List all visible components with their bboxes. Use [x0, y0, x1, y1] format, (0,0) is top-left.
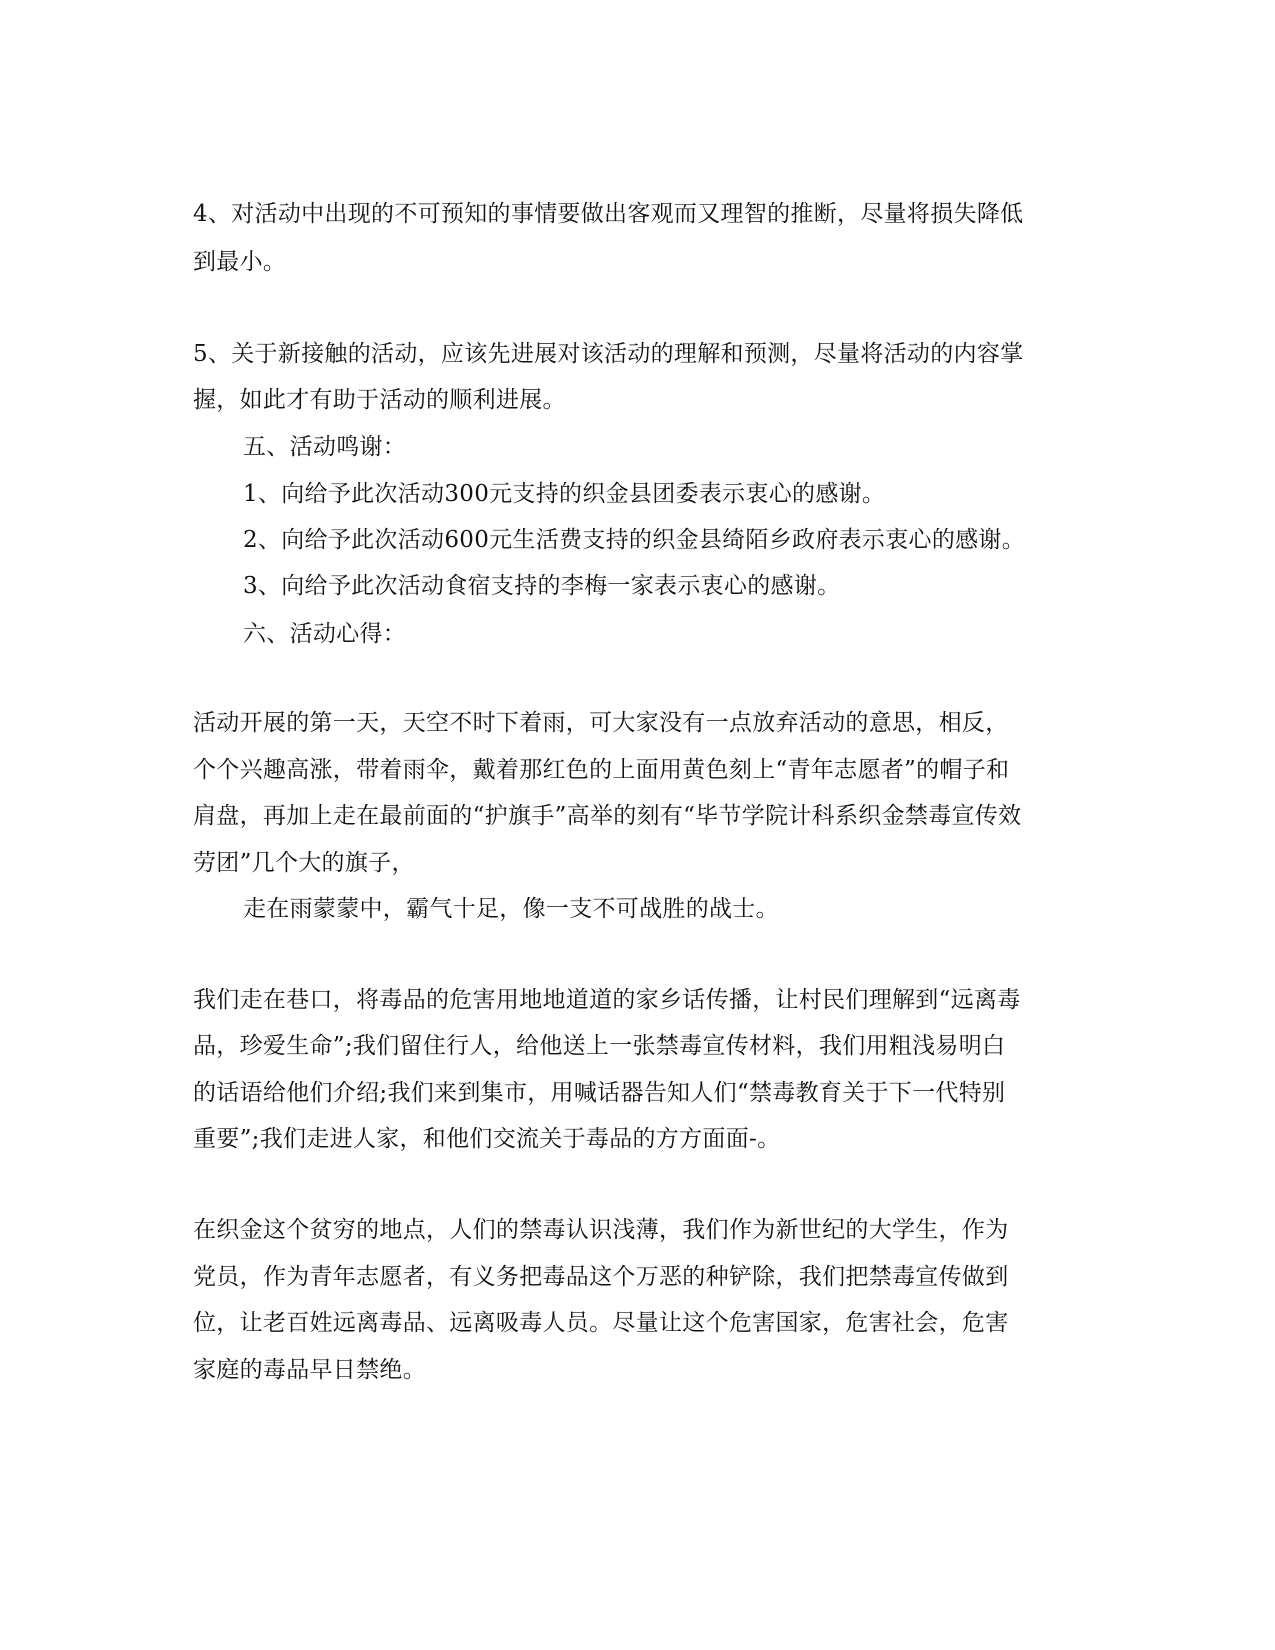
para-4-line-3: 位，让老百姓远离毒品、远离吸毒人员。尽量让这个危害国家，危害社会，危害 — [193, 1310, 1009, 1336]
para-3-line-1: 我们走在巷口，将毒品的危害用地地道道的家乡话传播，让村民们理解到“远离毒 — [193, 987, 1021, 1013]
para-4-line-2: 党员，作为青年志愿者，有义务把毒品这个万恶的种铲除，我们把禁毒宣传做到 — [193, 1264, 1009, 1290]
section-5-line-2: 握，如此才有助于活动的顺利进展。 — [193, 387, 566, 413]
section-4-line-1: 4、对活动中出现的不可预知的事情要做出客观而又理智的推断，尽量将损失降低 — [193, 201, 1024, 227]
experience-heading: 六、活动心得： — [243, 621, 407, 647]
para-1-line-4: 劳团”几个大的旗子， — [193, 850, 415, 876]
para-4-line-4: 家庭的毒品早日禁绝。 — [193, 1357, 426, 1383]
thanks-item-2: 2、向给予此次活动600元生活费支持的织金县绮陌乡政府表示衷心的感谢。 — [243, 527, 1026, 553]
section-5-line-1: 5、关于新接触的活动，应该先进展对该活动的理解和预测，尽量将活动的内容掌 — [193, 341, 1024, 367]
section-4-line-2: 到最小。 — [193, 249, 287, 275]
para-3-line-4: 重要”;我们走进人家，和他们交流关于毒品的方方面面-。 — [193, 1126, 781, 1152]
para-4-line-1: 在织金这个贫穷的地点，人们的禁毒认识浅薄，我们作为新世纪的大学生，作为 — [193, 1217, 1009, 1243]
para-3-line-2: 品，珍爱生命”;我们留住行人，给他送上一张禁毒宣传材料，我们用粗浅易明白 — [193, 1033, 1006, 1059]
para-3-line-3: 的话语给他们介绍;我们来到集市，用喊话器告知人们“禁毒教育关于下一代特别 — [193, 1080, 1006, 1106]
thanks-heading: 五、活动鸣谢： — [243, 434, 407, 460]
para-1-line-3: 肩盘，再加上走在最前面的“护旗手”高举的刻有“毕节学院计科系织金禁毒宣传效 — [193, 803, 1022, 829]
para-1-line-1: 活动开展的第一天，天空不时下着雨，可大家没有一点放弃活动的意思，相反， — [193, 710, 1009, 736]
para-1-line-2: 个个兴趣高涨，带着雨伞，戴着那红色的上面用黄色刻上“青年志愿者”的帽子和 — [193, 757, 1010, 783]
para-2: 走在雨蒙蒙中，霸气十足，像一支不可战胜的战士。 — [243, 896, 779, 922]
thanks-item-1: 1、向给予此次活动300元支持的织金县团委表示衷心的感谢。 — [243, 481, 886, 507]
thanks-item-3: 3、向给予此次活动食宿支持的李梅一家表示衷心的感谢。 — [243, 573, 841, 599]
